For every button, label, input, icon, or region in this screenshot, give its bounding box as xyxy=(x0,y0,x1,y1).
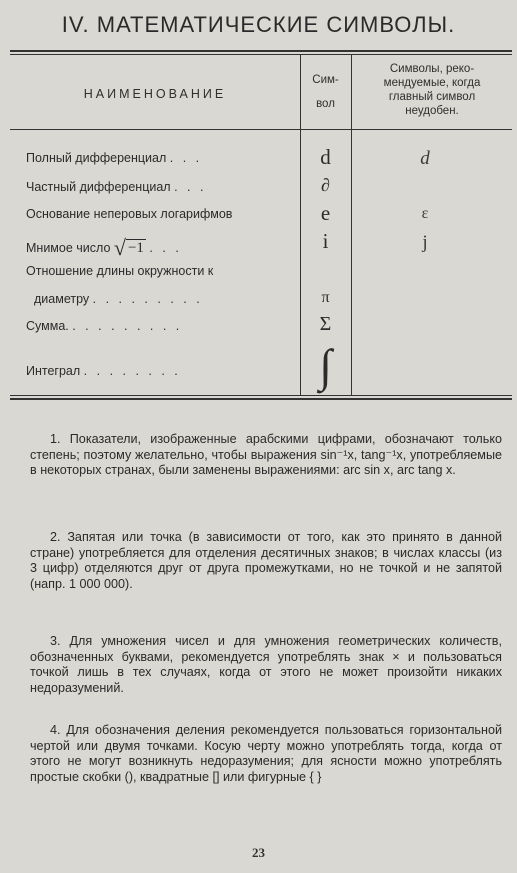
table-row-symbol: ∫ xyxy=(319,340,332,391)
header-bottom-rule xyxy=(10,129,512,130)
table-row-recommended: ε xyxy=(421,205,429,222)
note-paragraph: 3. Для умножения чисел и для умножения геометрических количеств, обозначенных буквами, рекомендуется употреблять знак × и пользоваться точкой лишь в тех случаях, когда от этого не может произойти никаких недоразумений. xyxy=(30,634,502,696)
table-row-name: Отношение длины окружности к xyxy=(26,264,214,278)
table-row-name: Сумма. . . . . . . . . . xyxy=(26,319,183,333)
table-top-rule-thin xyxy=(10,54,512,55)
note-paragraph: 2. Запятая или точка (в зависимости от того, как это принято в данной стране) употребляется для отделения десятичных знаков; в числах классы (из 3 цифр) отделяются друг от друга промежутками, но не точкой и не запятой (напр. 1 000 000). xyxy=(30,530,502,592)
table-row-recommended: j xyxy=(422,232,428,253)
table-row-symbol: d xyxy=(320,145,331,169)
table-top-rule xyxy=(10,50,512,52)
table-row-name: Мнимое число √ −1 . . . xyxy=(26,235,182,260)
section-title: IV. МАТЕМАТИЧЕСКИЕ СИМВОЛЫ. xyxy=(61,12,456,37)
page-number: 23 xyxy=(252,845,265,860)
table-row-name: диаметру . . . . . . . . . xyxy=(34,292,203,306)
table-row-recommended: d xyxy=(420,148,430,169)
header-symbol xyxy=(301,68,350,116)
header-recommended-line: неудобен. xyxy=(405,105,459,117)
table-row-symbol: e xyxy=(320,201,331,225)
table-row-name: Основание неперовых логарифмов xyxy=(26,207,233,221)
table-bottom-rule-thick xyxy=(10,398,512,400)
table-row-symbol: Σ xyxy=(319,313,332,335)
note-paragraph: 4. Для обозначения деления рекомендуется пользоваться горизонтальной чертой или двумя точками. Косую черту можно употреблять тогда, когда от этого не могут возникнуть недоразумения; для ясности можно употреблять простые скобки (), квадратные [] или фигурные { } xyxy=(30,723,502,785)
table-row-symbol: i xyxy=(322,229,329,253)
header-recommended-line: мендуемые, когда xyxy=(383,77,481,89)
header-name: НАИМЕНОВАНИЕ xyxy=(83,87,227,101)
header-symbol-line2: вол xyxy=(316,98,335,110)
table-bottom-rule xyxy=(10,395,512,396)
header-recommended xyxy=(352,62,512,118)
table-row-symbol: ∂ xyxy=(321,175,330,195)
header-symbol-line1: Сим- xyxy=(312,74,339,86)
table-row-name: Интеграл . . . . . . . . xyxy=(26,364,181,378)
radical-expression: √ −1 xyxy=(113,235,144,260)
header-recommended-line: главный символ xyxy=(388,91,476,103)
table-row-name: Частный дифференциал . . . xyxy=(26,180,207,194)
table-row-symbol: π xyxy=(321,289,330,306)
note-paragraph: 1. Показатели, изображенные арабскими цифрами, обозначают только степень; поэтому желательно, чтобы выражения sin⁻¹x, tang⁻¹x, употребляемые в некоторых странах, были заменены выражениями: arc sin x, arc tang x. xyxy=(30,432,502,478)
table-row-name: Полный дифференциал . . . xyxy=(26,151,203,165)
header-recommended-line: Символы, реко- xyxy=(389,63,475,75)
